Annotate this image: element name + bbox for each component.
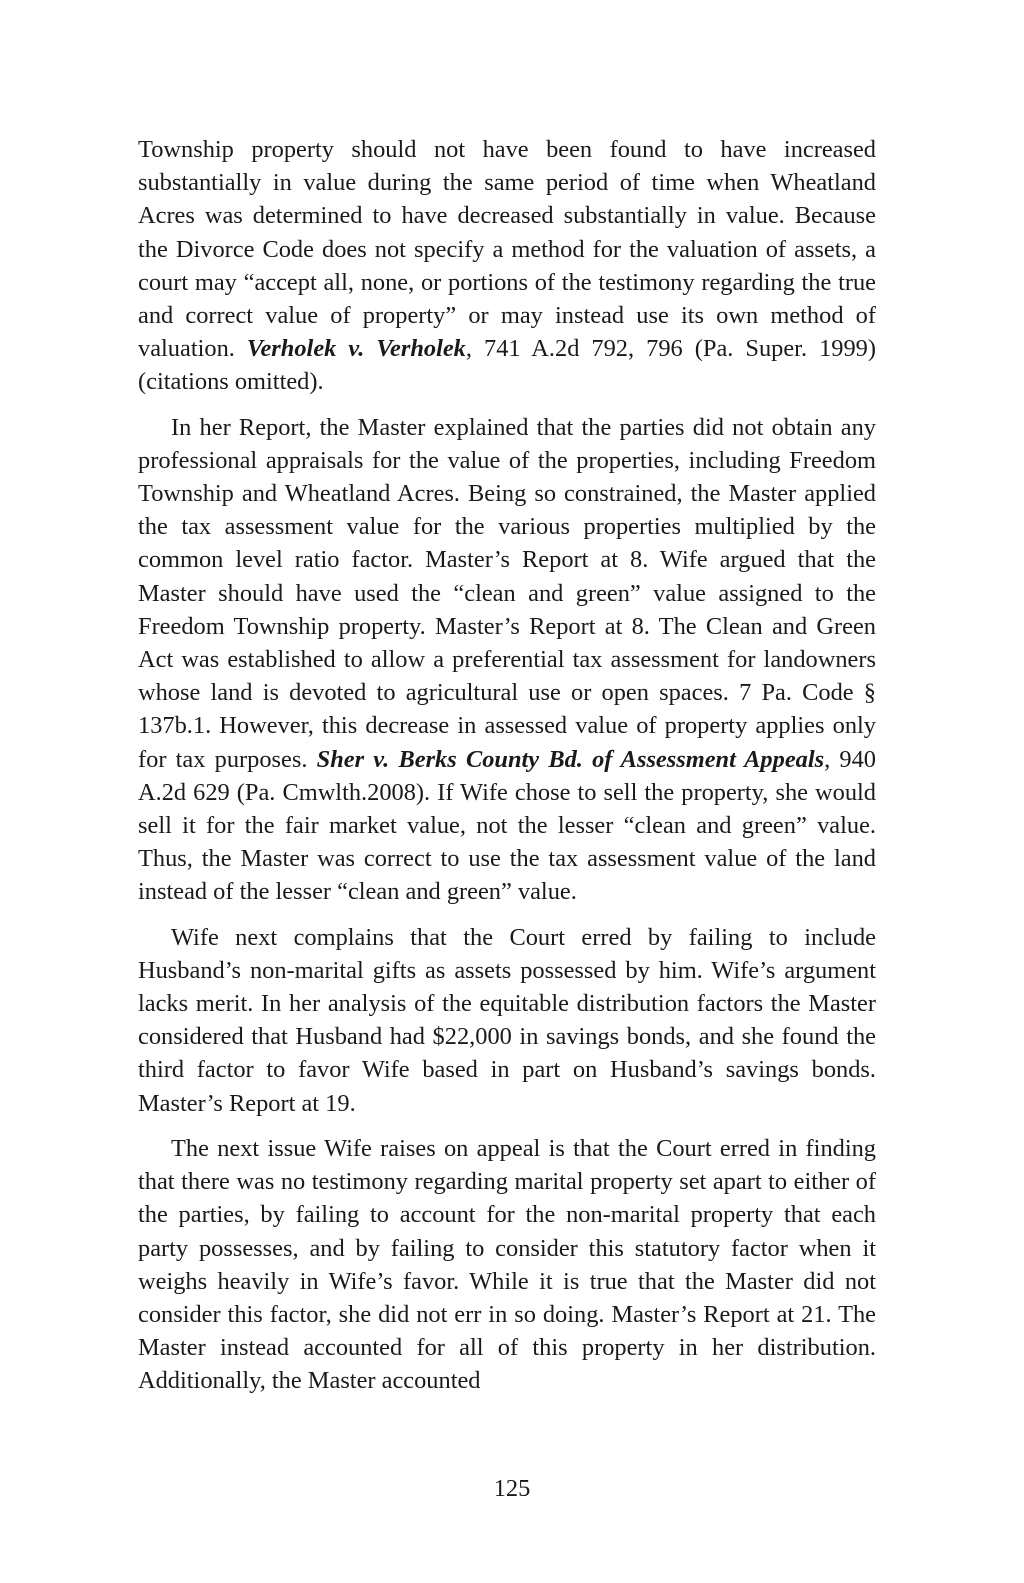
paragraph-3 <box>138 921 876 1120</box>
case-citation-sher: Sher v. Berks County Bd. of Assessment Appeals <box>316 745 825 773</box>
paragraph-3-text: Wife next complains that the Court erred by failing to include Husband’s non-marital gifts as assets possessed by him. Wife’s argument lacks merit. In her analysis of the equitable distribution factors the Master considered that Husband had $22,000 in savings bonds, and she found the third factor to favor Wife based in part on Husband’s savings bonds. Master’s Report at 19. <box>138 923 876 1117</box>
paragraph-1-text-b: , 741 A.2d 792, 796 (Pa. Super. 1999) (citations omitted). <box>138 335 876 396</box>
paragraph-4 <box>138 1132 876 1398</box>
paragraph-1 <box>138 133 876 399</box>
page-number: 125 <box>493 1475 531 1502</box>
paragraph-1-text-a: Township property should not have been found to have increased substantially in value during the same period of time when Wheatland Acres was determined to have decreased substantially in value. Because the Divorce Code does not specify a method for the valuation of assets, a court may “accept all, none, or portions of the testimony regarding the true and correct value of property” or may instead use its own method of valuation. <box>138 136 876 363</box>
document-body <box>138 133 876 1410</box>
paragraph-2-text-a: In her Report, the Master explained that the parties did not obtain any professional appraisals for the value of the properties, including Freedom Township and Wheatland Acres. Being so constrained, the Master applied the tax assessment value for the various properties multiplied by the common level ratio factor. Master’s Report at 8. Wife argued that the Master should have used the “clean and green” value assigned to the Freedom Township property. Master’s Report at 8. The Clean and Green Act was established to allow a preferential tax assessment for landowners whose land is devoted to agricultural use or open spaces. 7 Pa. Code § 137b.1. However, this decrease in assessed value of property applies only for tax purposes. <box>138 413 876 773</box>
paragraph-2-text-b: , 940 A.2d 629 (Pa. Cmwlth.2008). If Wife chose to sell the property, she would sell it for the fair market value, not the lesser “clean and green” value. Thus, the Master was correct to use the tax assessment value of the land instead of the lesser “clean and green” value. <box>138 745 876 906</box>
case-citation-verholek: Verholek v. Verholek <box>246 335 466 363</box>
paragraph-2 <box>138 411 876 909</box>
paragraph-4-text: The next issue Wife raises on appeal is that the Court erred in finding that there was no testimony regarding marital property set apart to either of the parties, by failing to account for the non-marital property that each party possesses, and by failing to consider this statutory factor when it weighs heavily in Wife’s favor. While it is true that the Master did not consider this factor, she did not err in so doing. Master’s Report at 21. The Master instead accounted for all of this property in her distribution. Additionally, the Master accounted <box>138 1134 876 1395</box>
